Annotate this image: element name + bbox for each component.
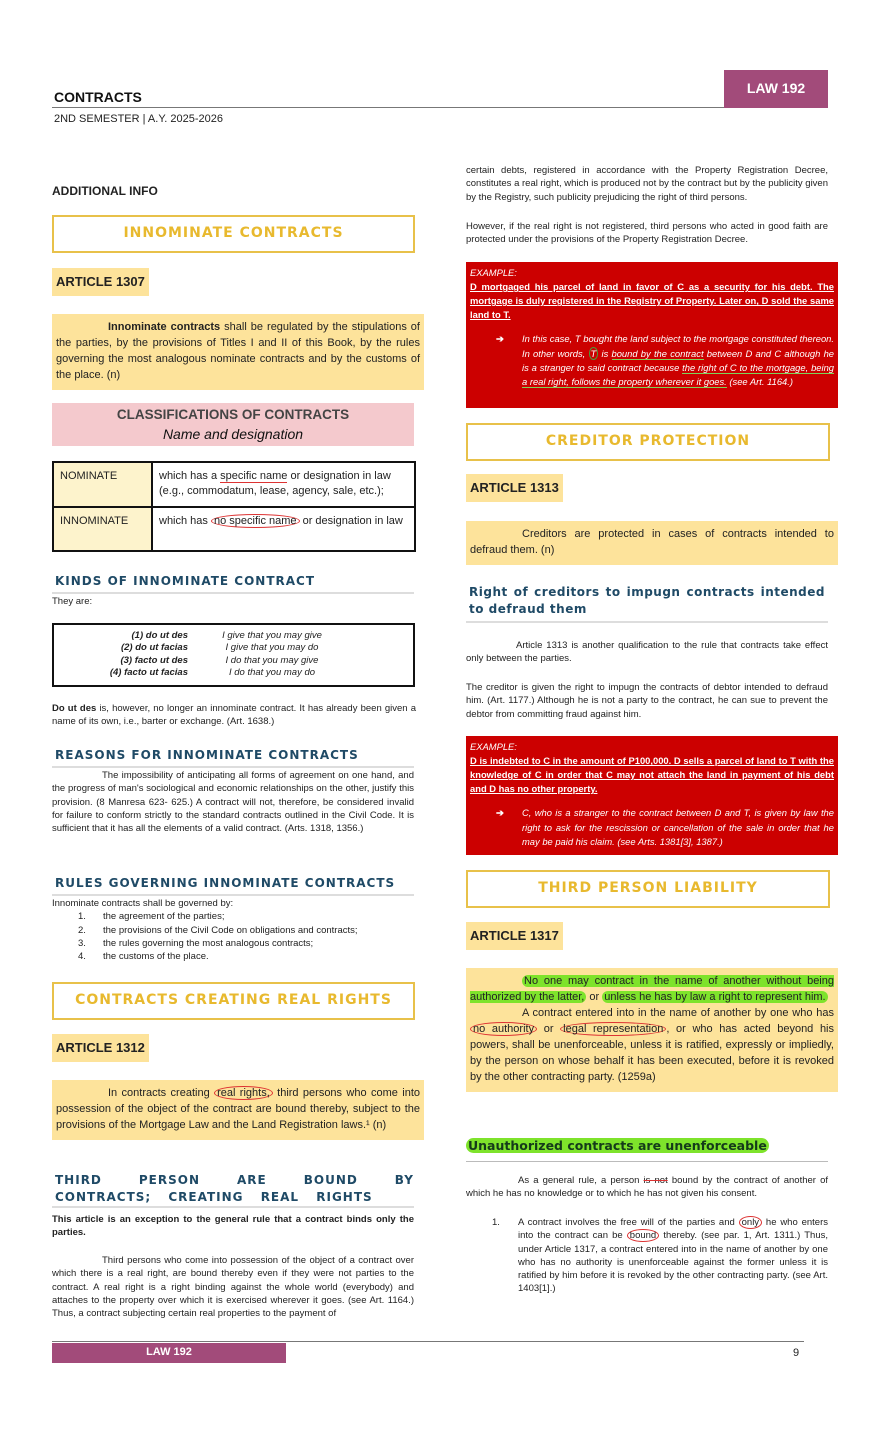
article-1312-text: In contracts creating real rights, third persons who come into possession of the object of the contract are bound thereby, subject to the provisions of the Mortgage Law and the Land Registration laws.¹ (n) bbox=[52, 1080, 424, 1140]
third-bound-heading: THIRD PERSON ARE BOUND BY CONTRACTS; CREATING REAL RIGHTS bbox=[52, 1172, 414, 1208]
classifications-subtitle: Name and designation bbox=[162, 425, 304, 442]
classifications-banner bbox=[52, 403, 414, 446]
article-1307-text bbox=[52, 314, 424, 390]
header-divider bbox=[52, 107, 828, 108]
definition-cell: which has a specific name or designation in law (e.g., commodatum, lease, agency, sale, etc.); bbox=[152, 462, 415, 507]
rules-list: Innominate contracts shall be governed by: 1. the agreement of the parties; 2. the provisions of the Civil Code on obligations and contracts; 3. the rules governing the most analogous contracts; 4. the customs of the place. bbox=[52, 897, 414, 963]
kinds-box bbox=[52, 623, 415, 687]
unauthorized-p1: As a general rule, a person is not bound by the contract of another of which he has no knowledge or to which he has not given his consent. bbox=[466, 1175, 828, 1200]
course-badge: LAW 192 bbox=[724, 70, 828, 108]
unauthorized-heading: Unauthorized contracts are unenforceable bbox=[468, 1138, 767, 1153]
article-1317-text: No one may contract in the name of another without being authorized by the latter, or unless he has by law a right to represent him. A contract entered into in the name of another by one who has no authority or legal representation , or who has acted beyond his powers, shall be unenforceable, unless it is ratified, expressly or impliedly, by the person on whose behalf it has been executed, before it is revoked by the other contracting party. (1259a) bbox=[466, 968, 838, 1092]
footer-course-label: LAW 192 bbox=[52, 1343, 286, 1363]
term-cell: NOMINATE bbox=[53, 462, 152, 507]
kind-meaning: I do that you may give bbox=[225, 654, 319, 666]
page-number: 9 bbox=[793, 1347, 800, 1359]
kind-latin: (2) do ut facias bbox=[120, 642, 188, 654]
kind-latin: (3) facto ut des bbox=[120, 654, 188, 666]
unauthorized-list-item: 1. A contract involves the free will of the parties and only he who enters into the contract can be bound thereby. (see par. 1, Art. 1311.) Thus, under Article 1317, a contract entered into in the name of another by one who has no authority is unenforceable against the former unless it is ratified by him before it is revoked by the other contracting party. (see Art. 1403[1].) bbox=[492, 1217, 828, 1295]
third-bound-lead: This article is an exception to the general rule that a contract binds only the parties. bbox=[52, 1214, 414, 1239]
third-person-liability-banner: THIRD PERSON LIABILITY bbox=[466, 870, 830, 908]
body: shall be regulated by the stipulations of the parties, by the provisions of Titles I and II of this Book, by the rules governing the most analogous nominate contracts and by the customs of the place. (n) bbox=[56, 321, 420, 381]
rule-item: 3. the rules governing the most analogous contracts; bbox=[78, 937, 314, 949]
rule-item: 1. the agreement of the parties; bbox=[78, 911, 225, 923]
kind-meaning: I do that you may do bbox=[228, 667, 316, 679]
kind-latin: (1) do ut des bbox=[131, 630, 188, 641]
impugn-heading: Right of creditors to impugn contracts intended to defraud them bbox=[466, 584, 828, 623]
article-1307-label: ARTICLE 1307 bbox=[52, 268, 149, 296]
kind-item bbox=[54, 655, 413, 667]
article-1313-text: Creditors are protected in cases of contracts intended to defraud them. (n) bbox=[466, 521, 838, 565]
definition-cell: which has no specific name or designation in law bbox=[152, 507, 415, 551]
classifications-title: CLASSIFICATIONS OF CONTRACTS bbox=[116, 407, 350, 422]
continued-text: certain debts, registered in accordance with the Property Registration Decree, constitutes a real right, which is produced not by the contract but by the publicity given by the Registry, such publicity prejudicing the right of third persons. bbox=[466, 165, 828, 203]
term-cell: INNOMINATE bbox=[53, 507, 152, 551]
article-1317-label: ARTICLE 1317 bbox=[466, 922, 563, 950]
kind-meaning: I give that you may give bbox=[222, 630, 322, 641]
third-bound-text: Third persons who come into possession of the object of a contract over which there is a real right, are bound thereby even if they were not parties to the contract. A real right is a right binding against the whole world (everybody) and attaches to the property over which it is exercised wherever it goes. (see Art. 1164.) Thus, a contract subjecting certain real properties to the payment of bbox=[52, 1255, 414, 1320]
rule-item: 2. the provisions of the Civil Code on obligations and contracts; bbox=[78, 924, 358, 936]
kinds-heading: KINDS OF INNOMINATE CONTRACT bbox=[52, 573, 414, 594]
article-1313-label: ARTICLE 1313 bbox=[466, 474, 563, 502]
creditor-protection-banner: CREDITOR PROTECTION bbox=[466, 423, 830, 461]
arrow-icon: ➔ bbox=[496, 333, 504, 345]
article-1312-label: ARTICLE 1312 bbox=[52, 1034, 149, 1062]
innominate-contracts-banner: INNOMINATE CONTRACTS bbox=[52, 215, 415, 253]
do-ut-des-note: Do ut des is, however, no longer an innominate contract. It has already been given a name of its own, i.e., barter or exchange. (Art. 1638.) bbox=[52, 703, 417, 728]
kind-meaning: I give that you may do bbox=[225, 642, 319, 654]
continued-text-2: However, if the real right is not registered, third persons who acted in good faith are protected under the provisions of the Property Registration Decree. bbox=[466, 221, 828, 246]
rules-heading: RULES GOVERNING INNOMINATE CONTRACTS bbox=[52, 875, 414, 896]
example-box-2: EXAMPLE: D is indebted to C in the amount of P100,000. D sells a parcel of land to T with the knowledge of C in order that C may not attach the land in payment of his debt and D has no other property. ➔ C, who is a stranger to the contract between D and T, is given by law the right to ask for the rescission or cancellation of the sale in order that he may be paid his claim. (see Arts. 1381[3], 1387.) bbox=[466, 736, 838, 855]
term: Innominate contracts bbox=[108, 321, 221, 333]
unauthorized-heading-wrap bbox=[466, 1137, 828, 1162]
example-box-1: EXAMPLE: D mortgaged his parcel of land in favor of C as a security for his debt. The mortgage is duly registered in the Registry of Property. Later on, D sold the same land to T. ➔ In this case, T bought the land subject to the mortgage constituted thereon. In other words, T is bound by the contract between D and C although he is a stranger to said contract because the right of C to the mortgage, being a real right, follows the property wherever it goes. (see Art. 1164.) bbox=[466, 262, 838, 408]
table-row bbox=[53, 507, 415, 551]
classification-table bbox=[52, 461, 416, 552]
footer-divider bbox=[52, 1341, 804, 1342]
kind-item bbox=[54, 642, 413, 654]
additional-info-heading: ADDITIONAL INFO bbox=[52, 184, 158, 198]
kind-item bbox=[54, 630, 413, 642]
semester-label: 2ND SEMESTER | A.Y. 2025-2026 bbox=[54, 113, 223, 125]
table-row bbox=[53, 462, 415, 507]
kind-latin: (4) facto ut facias bbox=[109, 667, 188, 679]
real-rights-banner: CONTRACTS CREATING REAL RIGHTS bbox=[52, 982, 415, 1020]
impugn-p2: The creditor is given the right to impugn the contracts of debtor intended to defraud him. (Art. 1177.) Although he is not a party to the contract, he can sue to prevent the debtor from committing fraud against him. bbox=[466, 682, 828, 720]
kinds-intro: They are: bbox=[52, 596, 93, 607]
impugn-p1: Article 1313 is another qualification to the rule that contracts take effect only between the parties. bbox=[466, 640, 828, 665]
document-title: CONTRACTS bbox=[54, 89, 142, 105]
arrow-icon: ➔ bbox=[496, 807, 504, 819]
reasons-heading: REASONS FOR INNOMINATE CONTRACTS bbox=[52, 747, 414, 768]
reasons-text: The impossibility of anticipating all forms of agreement on one hand, and the progress of man's sociological and economic relationships on the other, justify this provision. (8 Manresa 623- 625.) A contract will not, therefore, be considered invalid for failure to conform strictly to the standard contracts outlined in the Civil Code. It is sufficient that it has all the elements of a valid contract. (Arts. 1318, 1356.) bbox=[52, 770, 414, 835]
rule-item: 4. the customs of the place. bbox=[78, 951, 209, 963]
kind-item bbox=[54, 667, 413, 679]
